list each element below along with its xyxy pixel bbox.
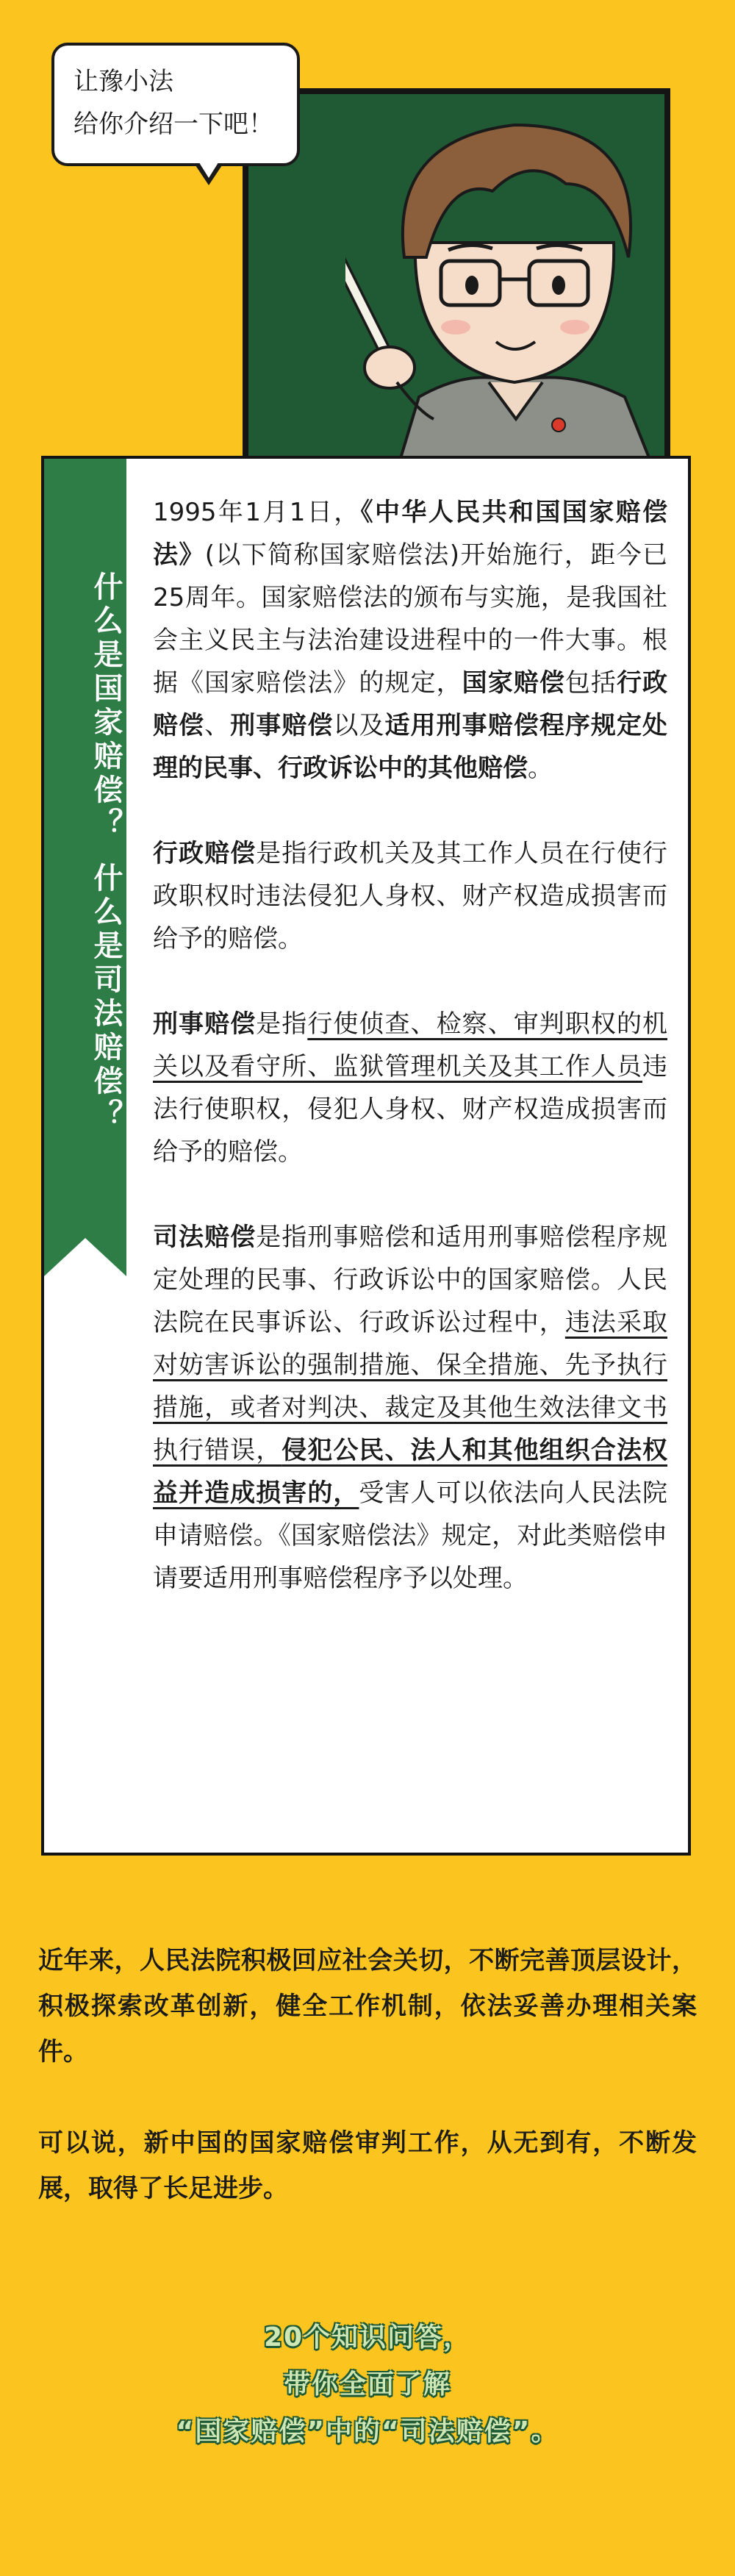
ribbon-char: 国: [89, 673, 123, 706]
footer-line-1: 20个知识问答，: [263, 2322, 472, 2353]
admin-compensation-paragraph: 行政赔偿是指行政机关及其工作人员在行使行政职权时违法侵犯人身权、财产权造成损害而给予的赔偿。: [153, 839, 668, 954]
speech-bubble: [51, 43, 300, 166]
ribbon-char: ？: [89, 808, 123, 842]
ribbon-char: 是: [89, 930, 123, 964]
ribbon-title: [44, 473, 126, 1231]
criminal-compensation-paragraph: 刑事赔偿是指行使侦查、检察、审判职权的机关以及看守所、监狱管理机关及其工作人员违法行使职权，侵犯人身权、财产权造成损害而给予的赔偿。: [153, 1009, 668, 1167]
ribbon-char: 么: [89, 605, 123, 639]
intro-paragraph: 1995年1月1日，《中华人民共和国国家赔偿法》(以下简称国家赔偿法)开始施行，距今已25周年。国家赔偿法的颁布与实施，是我国社会主义民主与法治建设进程中的一件大事。根据《国家赔偿法》的规定，国家赔偿包括行政赔偿、刑事赔偿以及适用刑事赔偿程序规定处理的民事、行政诉讼中的其他赔偿。: [153, 498, 668, 783]
ribbon-char: 家: [89, 706, 123, 740]
speech-line-1: 让豫小法: [74, 67, 173, 96]
ribbon-char: 偿: [89, 774, 123, 808]
ribbon-char: 偿: [89, 1065, 123, 1099]
footer-line-2: 带你全面了解: [283, 2369, 451, 2400]
hero-illustration: [0, 0, 735, 471]
ribbon-char: 司: [89, 964, 123, 998]
ribbon-char: 什: [89, 571, 123, 605]
bottom-paragraph-2: 可以说，新中国的国家赔偿审判工作，从无到有，不断发展，取得了长足进步。: [38, 2128, 697, 2203]
ribbon-char: 么: [89, 896, 123, 930]
ribbon-char: ？: [89, 1099, 123, 1133]
teacher-illustration: [345, 74, 684, 471]
ribbon-char: 赔: [89, 1031, 123, 1065]
ribbon-char: 法: [89, 998, 123, 1031]
content-card: [41, 456, 691, 1856]
judicial-compensation-paragraph: 司法赔偿是指刑事赔偿和适用刑事赔偿程序规定处理的民事、行政诉讼中的国家赔偿。人民法院在民事诉讼、行政诉讼过程中，违法采取对妨害诉讼的强制措施、保全措施、先予执行措施，或者对判决、裁定及其他生效法律文书执行错误，侵犯公民、法人和其他组织合法权益并造成损害的，受害人可以依法向人民法院申请赔偿。《国家赔偿法》规定，对此类赔偿申请要适用刑事赔偿程序予以处理。: [153, 1223, 668, 1593]
footer-line-3: “国家赔偿”中的“司法赔偿”。: [176, 2416, 559, 2447]
ribbon-char: 是: [89, 639, 123, 673]
footer-slogan: [0, 2314, 735, 2455]
speech-line-2: 给你介绍一下吧！: [74, 110, 273, 139]
card-content: [153, 491, 667, 1642]
bottom-text: [38, 1938, 697, 2257]
ribbon-char: 赔: [89, 740, 123, 774]
bottom-paragraph-1: 近年来，人民法院积极回应社会关切，不断完善顶层设计，积极探索改革创新，健全工作机制，依法妥善办理相关案件。: [38, 1946, 697, 2067]
ribbon-char: 什: [89, 862, 123, 896]
